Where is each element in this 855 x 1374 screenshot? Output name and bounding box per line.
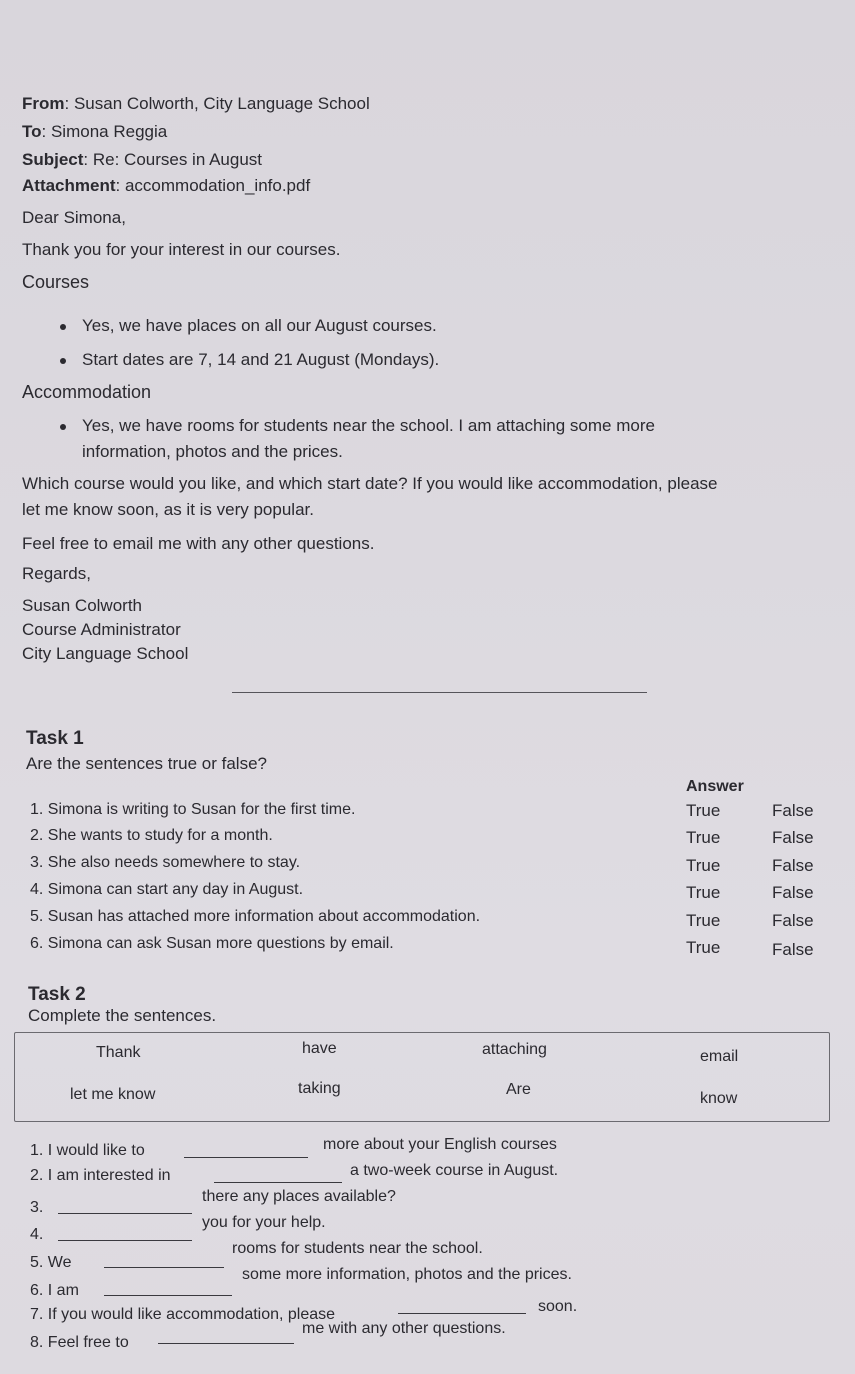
sentence-8-start: 8. Feel free to [30,1334,129,1351]
accommodation-bullet: Yes, we have rooms for students near the school. I am attaching some more [82,416,655,435]
task1-item: 5. Susan has attached more information about accommodation. [30,908,481,925]
signature-title: Course Administrator [22,620,181,639]
word-option: let me know [70,1086,156,1103]
from-label: From [22,94,65,113]
sentence-3-end: there any places available? [202,1188,396,1205]
email-to-line: To: Simona Reggia [22,122,168,141]
answer-blank[interactable] [58,1239,192,1241]
attachment-value: accommodation_info.pdf [124,176,311,195]
answer-blank[interactable] [398,1312,526,1314]
email-attachment-line: Attachment: accommodation_info.pdf [22,176,311,195]
true-option[interactable]: True [686,911,721,930]
task1-item: 3. She also needs somewhere to stay. [30,854,301,871]
sentence-2-start: 2. I am interested in [30,1167,171,1184]
subject-label: Subject [22,150,84,169]
email-from-line: From: Susan Colworth, City Language School [22,94,370,113]
sentence-6-start: 6. I am [30,1282,79,1299]
false-option[interactable]: False [772,883,814,902]
true-option[interactable]: True [686,828,721,847]
task1-title: Task 1 [26,728,84,749]
accommodation-bullet-cont: information, photos and the prices. [82,442,343,461]
answer-blank[interactable] [58,1212,192,1214]
false-option[interactable]: False [772,856,814,875]
sentence-8-end: me with any other questions. [302,1320,506,1337]
answer-blank[interactable] [158,1342,294,1344]
task1-item: 4. Simona can start any day in August. [30,881,304,898]
task1-item: 1. Simona is writing to Susan for the first time. [30,801,356,818]
subject-value: Re: Courses in August [92,150,263,169]
answer-blank[interactable] [184,1156,308,1158]
attachment-label: Attachment [22,176,116,195]
sentence-4-start: 4. [30,1226,44,1243]
false-option[interactable]: False [772,828,814,847]
false-option[interactable]: False [772,911,814,930]
answer-blank[interactable] [104,1266,224,1268]
task1-item: 6. Simona can ask Susan more questions by email. [30,935,394,952]
feel-free-text: Feel free to email me with any other questions. [22,534,375,553]
task1-item: 2. She wants to study for a month. [30,827,273,844]
word-option: attaching [482,1041,547,1058]
true-option[interactable]: True [686,938,721,957]
sentence-4-end: you for your help. [202,1214,326,1231]
word-option: taking [298,1080,341,1097]
sentence-7-end: soon. [538,1298,578,1315]
sentence-1-end: more about your English courses [323,1136,557,1153]
true-option[interactable]: True [686,801,721,820]
word-option: email [700,1048,739,1065]
sentence-1-start: 1. I would like to [30,1142,145,1159]
signature-name: Susan Colworth [22,596,143,615]
greeting: Dear Simona, [22,208,126,227]
task2-instruction: Complete the sentences. [28,1006,217,1025]
accommodation-heading: Accommodation [22,382,152,402]
false-option[interactable]: False [772,940,814,959]
question-line-1: Which course would you like, and which start date? If you would like accommodation, please [22,474,718,493]
courses-heading: Courses [22,272,90,292]
email-subject-line: Subject: Re: Courses in August [22,150,263,169]
sentence-6-end: some more information, photos and the prices. [242,1266,572,1283]
word-option: know [700,1090,738,1107]
from-value: Susan Colworth, City Language School [73,94,370,113]
sentence-7-start: 7. If you would like accommodation, please [30,1306,336,1323]
answer-heading: Answer [686,778,744,795]
regards-text: Regards, [22,564,91,583]
courses-bullet: Start dates are 7, 14 and 21 August (Mondays). [82,350,440,369]
word-option: Thank [96,1044,141,1061]
true-option[interactable]: True [686,883,721,902]
sentence-5-end: rooms for students near the school. [232,1240,483,1257]
sentence-2-end: a two-week course in August. [350,1162,559,1179]
false-option[interactable]: False [772,801,814,820]
answer-blank[interactable] [104,1294,232,1296]
true-option[interactable]: True [686,856,721,875]
sentence-5-start: 5. We [30,1254,72,1271]
task2-title: Task 2 [28,984,86,1005]
to-value: Simona Reggia [50,122,168,141]
to-label: To [22,122,42,141]
question-line-2: let me know soon, as it is very popular. [22,500,314,519]
word-option: Are [506,1081,531,1098]
sentence-3-start: 3. [30,1199,44,1216]
intro-text: Thank you for your interest in our courses. [22,240,341,259]
word-option: have [302,1040,337,1057]
signature-org: City Language School [22,644,189,663]
courses-bullet: Yes, we have places on all our August courses. [82,316,437,335]
section-divider [232,692,647,693]
answer-blank[interactable] [214,1181,342,1183]
task1-instruction: Are the sentences true or false? [26,754,267,773]
